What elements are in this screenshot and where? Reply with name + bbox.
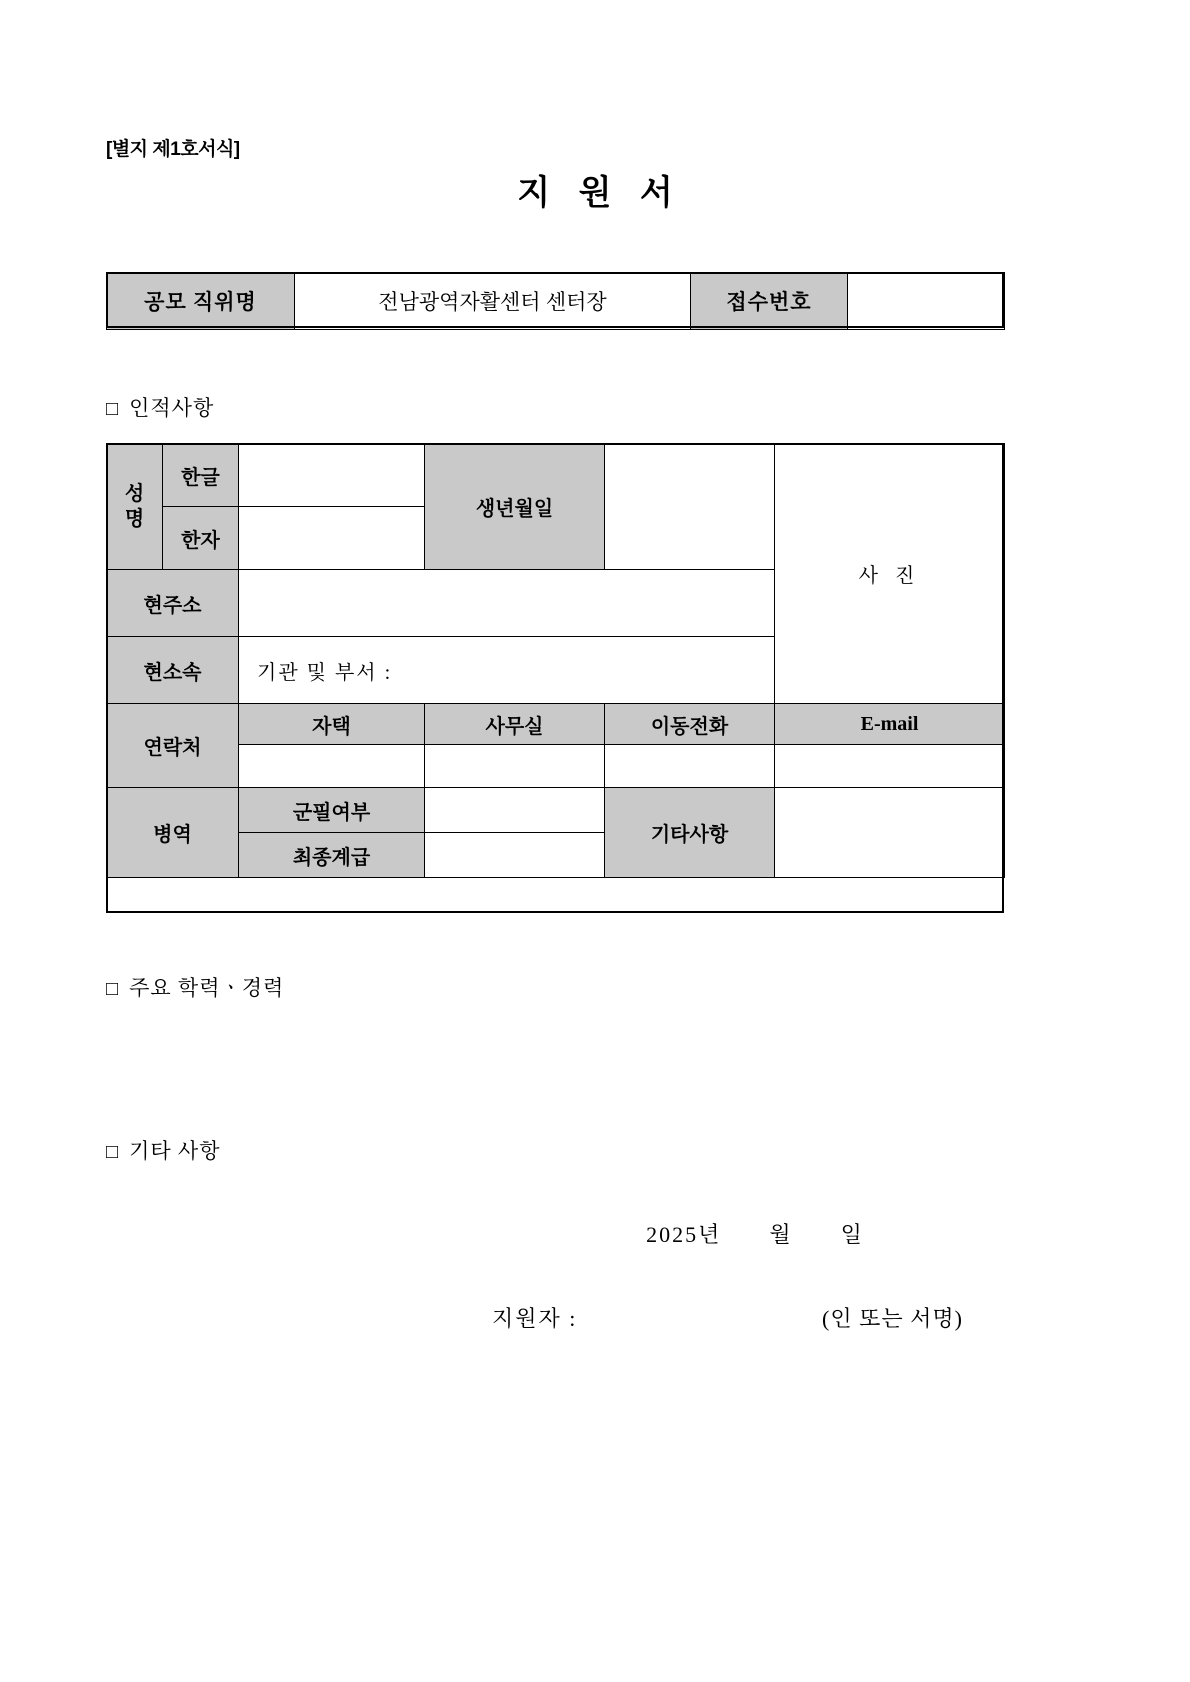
affiliation-label: 현소속 — [107, 637, 239, 704]
section-label: 주요 학력ㆍ경력 — [129, 976, 285, 1000]
date-year: 2025년 — [646, 1222, 722, 1247]
affiliation-value[interactable]: 기관 및 부서 : — [239, 637, 775, 704]
address-value[interactable] — [239, 570, 775, 637]
name-label-char2: 명 — [124, 507, 145, 530]
contact-value-office[interactable] — [425, 745, 605, 788]
table-row — [107, 704, 1005, 745]
position-table — [106, 272, 1005, 330]
table-row — [107, 788, 1005, 833]
form-number-tag: [별지 제1호서식] — [106, 139, 240, 160]
military-rank-value[interactable] — [425, 833, 605, 878]
table-row — [107, 745, 1005, 788]
name-label — [107, 444, 163, 570]
contact-header-mobile: 이동전화 — [605, 704, 775, 745]
contact-value-home[interactable] — [239, 745, 425, 788]
contact-header-email: E-mail — [775, 704, 1005, 745]
hangul-name-value[interactable] — [239, 444, 425, 507]
photo-placeholder[interactable]: 사 진 — [775, 444, 1005, 704]
hanja-name-value[interactable] — [239, 507, 425, 570]
contact-header-office: 사무실 — [425, 704, 605, 745]
checkbox-icon: □ — [106, 978, 120, 1000]
address-label: 현주소 — [107, 570, 239, 637]
position-label: 공모 직위명 — [107, 273, 295, 330]
military-service-label: 군필여부 — [239, 788, 425, 833]
hangul-name-label: 한글 — [163, 444, 239, 507]
date-day: 일 — [840, 1222, 864, 1247]
hanja-name-label: 한자 — [163, 507, 239, 570]
seal-or-signature-note: (인 또는 서명) — [822, 1306, 963, 1331]
other-matters-label: 기타사항 — [605, 788, 775, 878]
receipt-number-value[interactable] — [848, 273, 1005, 330]
contact-label: 연락처 — [107, 704, 239, 788]
date-month: 월 — [769, 1222, 793, 1247]
section-heading-personal — [106, 392, 214, 422]
birthdate-value[interactable] — [605, 444, 775, 570]
contact-value-email[interactable] — [775, 745, 1005, 788]
military-rank-label: 최종계급 — [239, 833, 425, 878]
military-label: 병역 — [107, 788, 239, 878]
table-row — [107, 273, 1005, 330]
name-label-char1: 성 — [124, 482, 145, 505]
birthdate-label: 생년월일 — [425, 444, 605, 570]
military-service-value[interactable] — [425, 788, 605, 833]
section-heading-career — [106, 972, 284, 1002]
table-row — [107, 444, 1005, 507]
date-line — [0, 1218, 1190, 1249]
checkbox-icon: □ — [106, 1141, 120, 1163]
section-label: 인적사항 — [129, 396, 215, 420]
page-title: 지 원 서 — [517, 175, 683, 212]
section-heading-etc — [106, 1135, 221, 1165]
section-label: 기타 사항 — [129, 1139, 221, 1163]
checkbox-icon: □ — [106, 398, 120, 420]
personal-info-table — [106, 443, 1005, 878]
position-value[interactable]: 전남광역자활센터 센터장 — [295, 273, 691, 330]
contact-header-home: 자택 — [239, 704, 425, 745]
receipt-number-label: 접수번호 — [691, 273, 848, 330]
applicant-signature-label: 지원자 : — [492, 1306, 578, 1331]
contact-value-mobile[interactable] — [605, 745, 775, 788]
other-matters-value[interactable] — [775, 788, 1005, 878]
